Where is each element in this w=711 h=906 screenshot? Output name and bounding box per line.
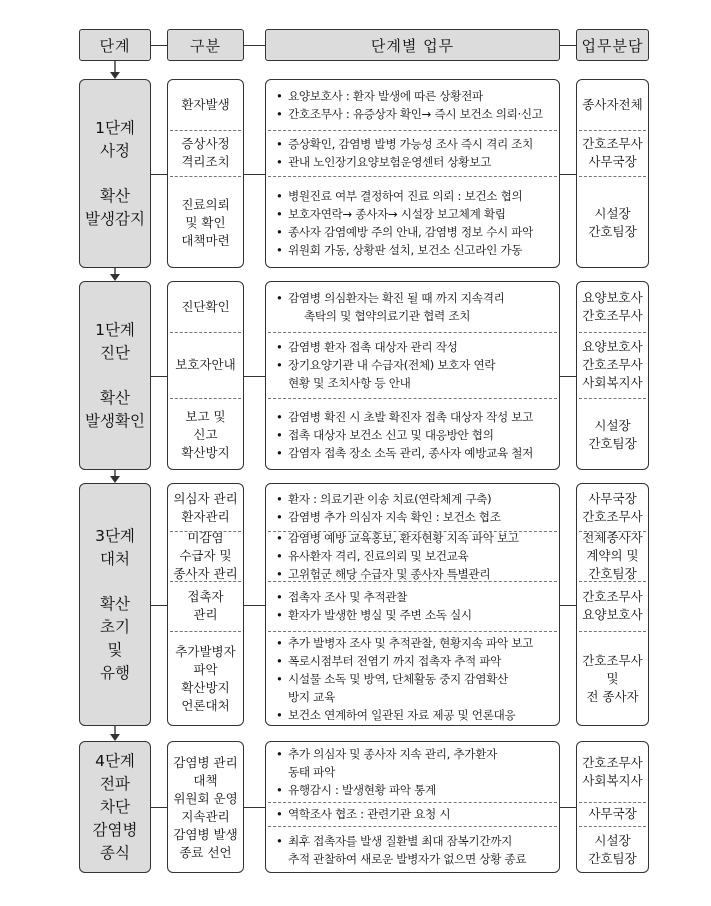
bullet-icon: • [276,340,283,354]
category-line: 종료 선언 [179,845,232,860]
task-text: 추가 의심자 및 종사자 지속 관리, 추가환자 [288,747,497,761]
row-divider [579,802,646,803]
header-stage [79,29,151,61]
task-text: 방지 교육 [288,690,335,704]
role-line: 요양보호사 [582,607,643,622]
down-arrow-icon [109,726,121,741]
task-text: 종사자 감염예방 주의 안내, 감염병 정보 수시 파악 [288,224,534,239]
category-cell [168,282,243,332]
role-cell [577,826,648,874]
task-cell [266,80,559,130]
category-line: 관리 [193,607,218,622]
role-cell [577,531,648,581]
role-line: 종사자전체 [582,97,643,112]
task-item [276,490,553,508]
task-cell [266,484,559,531]
stage-connector [560,174,576,175]
category-line: 추가발병자 [175,644,236,659]
task-item [276,832,553,850]
bullet-icon: • [276,358,283,372]
category-line: 진단확인 [181,299,230,314]
stage-connector [244,807,265,808]
role-cell [577,484,648,531]
task-text: 시설물 소독 및 방역, 단체활동 중지 감염확산 [288,672,508,686]
bullet-icon: • [276,590,283,604]
stage-subtitle-line: 초기 [100,617,130,636]
task-item [276,205,553,223]
bullet-icon: • [276,242,283,257]
stage-subtitle-line: 확산 [100,388,130,407]
task-text: 간호조무사 : 유증상자 확인→ 즉시 보건소 의뢰·신고 [288,107,543,121]
task-cell [266,531,559,581]
task-text: 동태 파악 [288,765,335,779]
task-item [276,187,553,205]
role-line: 간호조무사 [582,357,643,372]
category-line: 보고 및 [185,408,226,424]
bullet-icon: • [276,834,283,848]
category-line: 감염병 관리 [173,755,238,770]
stage-subtitle-line: 유행 [100,663,130,682]
bullet-icon: • [276,708,283,722]
bullet-icon: • [276,608,283,622]
stage-title-line: 3단계 [95,526,135,545]
header-roles-label: 업무분담 [581,36,644,55]
task-text: 감염자 접촉 장소 소독 관리, 종사자 예방교육 철저 [288,445,534,460]
row-divider [268,581,557,582]
stage-title-line: 1단계 [95,118,135,137]
stage-connector [244,376,265,377]
task-column [265,741,560,873]
role-line: 간호조무사 [582,508,643,524]
category-cell [168,484,243,531]
stage-connector [560,605,576,606]
task-text: 역학조사 협조 : 관련기관 요청 시 [288,807,451,821]
task-column [265,281,560,470]
category-line: 진료의뢰 [181,196,230,212]
role-line: 간호조무사 [582,589,643,604]
stage-subtitle-line: 발생확인 [85,411,145,430]
bullet-icon: • [276,206,283,221]
task-item [276,338,553,356]
category-line: 언론대처 [181,698,230,713]
category-line: 감염병 발생 [173,827,238,842]
task-text: 감염병 환자 접촉 대상자 관리 작성 [288,340,458,354]
header-connector [560,45,576,46]
stage-box [79,483,151,726]
role-cell [577,581,648,631]
bullet-icon: • [276,747,283,761]
task-item [276,588,553,606]
stage-box [79,741,151,873]
stage-connector [560,376,576,377]
task-column [265,79,560,268]
role-column [576,79,649,268]
task-text: 환자가 발생한 병실 및 주변 소독 실시 [288,608,472,622]
bullet-icon: • [276,491,283,506]
task-item [276,223,553,241]
task-item [276,135,553,153]
stage-connector [151,174,167,175]
task-item [276,781,553,799]
task-text: 감염병 추가 의심자 지속 확인 : 보건소 협조 [288,509,501,524]
role-column [576,741,649,873]
role-cell [577,332,648,398]
role-cell [577,631,648,727]
task-item [276,688,553,706]
category-cell [168,176,243,269]
stage-connector [151,376,167,377]
category-cell [168,130,243,176]
task-cell [266,130,559,176]
row-divider [268,332,557,333]
role-line: 간호조무사 [582,653,643,668]
row-divider [268,802,557,803]
stage-connector [244,605,265,606]
role-line: 간호조무사 [582,755,643,770]
down-arrow-icon [109,268,121,281]
row-divider [170,130,241,131]
row-divider [170,176,241,177]
row-divider [170,398,241,399]
task-text: 접촉 대상자 보건소 신고 및 대응방안 협의 [288,427,494,442]
category-column [167,281,244,470]
stage-title-line: 사정 [100,141,130,160]
stage-title-line: 1단계 [95,320,135,339]
category-line: 종사자 관리 [173,566,238,581]
category-line: 환자관리 [181,508,230,524]
row-divider [268,176,557,177]
task-text: 감염병 확진 시 초발 확진자 접촉 대상자 작성 보고 [288,409,534,424]
bullet-icon: • [276,224,283,239]
task-text: 장기요양기관 내 수급자(전체) 보호자 연락 [288,358,496,372]
role-cell [577,398,648,471]
role-line: 사회복지사 [582,773,643,788]
category-cell [168,398,243,471]
stage-subtitle-line: 확산 [100,186,130,205]
row-divider [579,631,646,632]
task-text: 고위험군 해당 수급자 및 종사자 특별관리 [288,567,491,581]
task-cell [266,631,559,727]
role-line: 사무국장 [588,806,637,821]
task-cell [266,581,559,631]
row-divider [268,531,557,532]
role-line: 간호팀장 [588,435,637,451]
down-arrow-icon [109,61,121,79]
role-cell [577,802,648,826]
role-column [576,483,649,726]
task-item [276,374,553,392]
category-cell [168,332,243,398]
task-item [276,606,553,624]
task-item [276,289,553,307]
row-divider [579,176,646,177]
role-line: 사무국장 [588,490,637,506]
row-divider [579,531,646,532]
task-item [276,670,553,688]
bullet-icon: • [276,445,283,460]
role-line: 사무국장 [588,154,637,169]
header-category-label: 구분 [190,36,221,55]
task-cell [266,802,559,826]
row-divider [579,130,646,131]
role-line: 요양보호사 [582,290,643,305]
task-item [276,652,553,670]
task-cell [266,332,559,398]
stage-box [79,79,151,268]
stage-connector [244,174,265,175]
bullet-icon: • [276,509,283,524]
row-divider [170,581,241,582]
task-text: 병원진료 여부 결정하여 진료 의뢰 : 보건소 협의 [288,188,523,203]
task-item [276,426,553,444]
category-line: 증상사정 [181,136,230,151]
stage-title-line: 대처 [100,549,130,568]
category-line: 미감염 [187,530,224,545]
header-tasks-label: 단계별 업무 [370,36,455,55]
category-line: 지속관리 [181,809,230,824]
stage-subtitle-line: 발생감지 [85,209,145,228]
category-line: 대책마련 [181,232,230,248]
task-text: 추가 발병자 조사 및 추적관찰, 현황지속 파악 보고 [288,636,534,650]
category-line: 수급자 및 [179,548,232,563]
bullet-icon: • [276,427,283,442]
bullet-icon: • [276,672,283,686]
task-text: 관내 노인장기요양보험운영센터 상황보고 [288,155,491,169]
task-item [276,547,553,565]
task-text: 보건소 연계하여 일관된 자료 제공 및 언론대응 [288,708,516,722]
role-line: 전 종사자 [586,689,639,704]
bullet-icon: • [276,188,283,203]
task-text: 감염병 예방 교육홍보, 환자현황 지속 파악 보고 [288,531,519,545]
task-item [276,508,553,526]
task-text: 촉탁의 및 협약의료기관 협력 조치 [304,309,471,323]
role-line: 간호팀장 [588,851,637,866]
stage-connector [151,807,167,808]
role-line: 시설장 [594,833,631,848]
bullet-icon: • [276,654,283,668]
category-line: 확산방지 [181,680,230,695]
role-cell [577,176,648,269]
down-arrow-icon [109,470,121,483]
stage-title-line: 4단계 [95,751,135,770]
task-item [276,105,553,123]
bullet-icon: • [276,531,283,545]
row-divider [268,631,557,632]
row-divider [268,398,557,399]
category-cell [168,742,243,874]
stage-title-line: 전파 [100,774,130,793]
task-text: 환자 : 의료기관 이송 치료(연락체계 구축) [288,491,492,506]
role-line: 및 [606,671,619,686]
task-item [276,307,553,325]
bullet-icon: • [276,409,283,424]
category-column [167,741,244,873]
header-tasks [265,29,560,61]
task-text: 보호자연락→ 종사자→ 시설장 보고체계 확립 [288,206,506,221]
header-connector [151,45,167,46]
bullet-icon: • [276,567,283,581]
stage-title-line: 차단 [100,797,130,816]
stage-subtitle-line: 확산 [100,594,130,613]
task-item [276,850,553,868]
stage-title-line: 감염병 [92,820,138,839]
role-line: 간호조무사 [582,136,643,151]
task-item [276,87,553,105]
bullet-icon: • [276,137,283,151]
task-item [276,634,553,652]
task-text: 추적 관찰하여 새로운 발병자가 없으면 상황 종료 [288,852,527,866]
task-text: 접촉자 조사 및 추적관찰 [288,590,408,604]
row-divider [579,398,646,399]
role-line: 간호조무사 [582,308,643,323]
role-column [576,281,649,470]
task-item [276,444,553,462]
role-cell [577,130,648,176]
stage-connector [151,605,167,606]
category-cell [168,631,243,727]
category-column [167,483,244,726]
role-cell [577,742,648,802]
role-line: 시설장 [594,417,631,433]
category-line: 파악 [193,662,218,677]
stage-title-line: 진단 [100,343,130,362]
bullet-icon: • [276,89,283,103]
task-text: 감염병 의심환자는 확진 될 때 까지 지속격리 [288,291,505,305]
role-line: 계약의 및 [586,548,639,563]
task-cell [266,282,559,332]
task-text: 유행감시 : 발생현황 파악 통계 [288,783,436,797]
task-column [265,483,560,726]
stage-subtitle-line: 및 [107,640,123,659]
category-cell [168,80,243,130]
row-divider [170,631,241,632]
row-divider [268,826,557,827]
header-connector [244,45,265,46]
task-cell [266,176,559,269]
row-divider [170,332,241,333]
task-text: 최후 접촉자를 발생 질환별 최대 잠복기간까지 [288,834,513,848]
task-item [276,356,553,374]
category-cell [168,531,243,581]
task-item [276,241,553,259]
task-item [276,805,553,823]
stage-box [79,281,151,470]
category-line: 접촉자 [187,589,224,604]
category-line: 대책 [193,773,218,788]
task-item [276,763,553,781]
task-text: 증상확인, 감염병 발병 가능성 조사 즉시 격리 조치 [288,137,534,151]
bullet-icon: • [276,291,283,305]
category-line: 확산방지 [181,444,230,460]
category-line: 및 확인 [185,214,226,230]
task-text: 폭로시점부터 전염기 까지 접촉자 추적 파악 [288,654,502,668]
role-line: 간호팀장 [588,566,637,581]
bullet-icon: • [276,783,283,797]
header-stage-label: 단계 [99,36,131,55]
task-cell [266,826,559,874]
task-cell [266,742,559,802]
category-line: 의심자 관리 [173,490,238,506]
category-line: 위원회 운영 [173,791,238,806]
row-divider [268,130,557,131]
task-text: 현황 및 조치사항 등 안내 [288,376,411,390]
role-line: 요양보호사 [582,339,643,354]
role-cell [577,282,648,332]
stage-connector [560,807,576,808]
category-cell [168,581,243,631]
bullet-icon: • [276,636,283,650]
row-divider [579,581,646,582]
role-cell [577,80,648,130]
bullet-icon: • [276,155,283,169]
task-text: 유사환자 격리, 진료의뢰 및 보건교육 [288,549,469,563]
bullet-icon: • [276,549,283,563]
task-item [276,153,553,171]
header-category [167,29,244,61]
role-line: 사회복지사 [582,375,643,390]
category-line: 보호자안내 [175,357,236,372]
category-line: 격리조치 [181,154,230,169]
category-column [167,79,244,268]
row-divider [579,826,646,827]
task-item [276,408,553,426]
role-line: 간호팀장 [588,223,637,239]
role-line: 시설장 [594,205,631,221]
stage-title-line: 종식 [100,843,130,862]
category-line: 환자발생 [181,97,230,112]
role-line: 전체종사자 [582,530,643,545]
task-text: 요양보호사 : 환자 발생에 따른 상황전파 [288,89,483,103]
task-cell [266,398,559,471]
header-roles [576,29,649,61]
task-text: 위원회 가동, 상황판 설치, 보건소 신고라인 가동 [288,242,523,257]
bullet-icon: • [276,107,283,121]
bullet-icon: • [276,807,283,821]
category-line: 신고 [193,426,218,442]
row-divider [170,531,241,532]
task-item [276,706,553,724]
row-divider [579,332,646,333]
task-item [276,745,553,763]
